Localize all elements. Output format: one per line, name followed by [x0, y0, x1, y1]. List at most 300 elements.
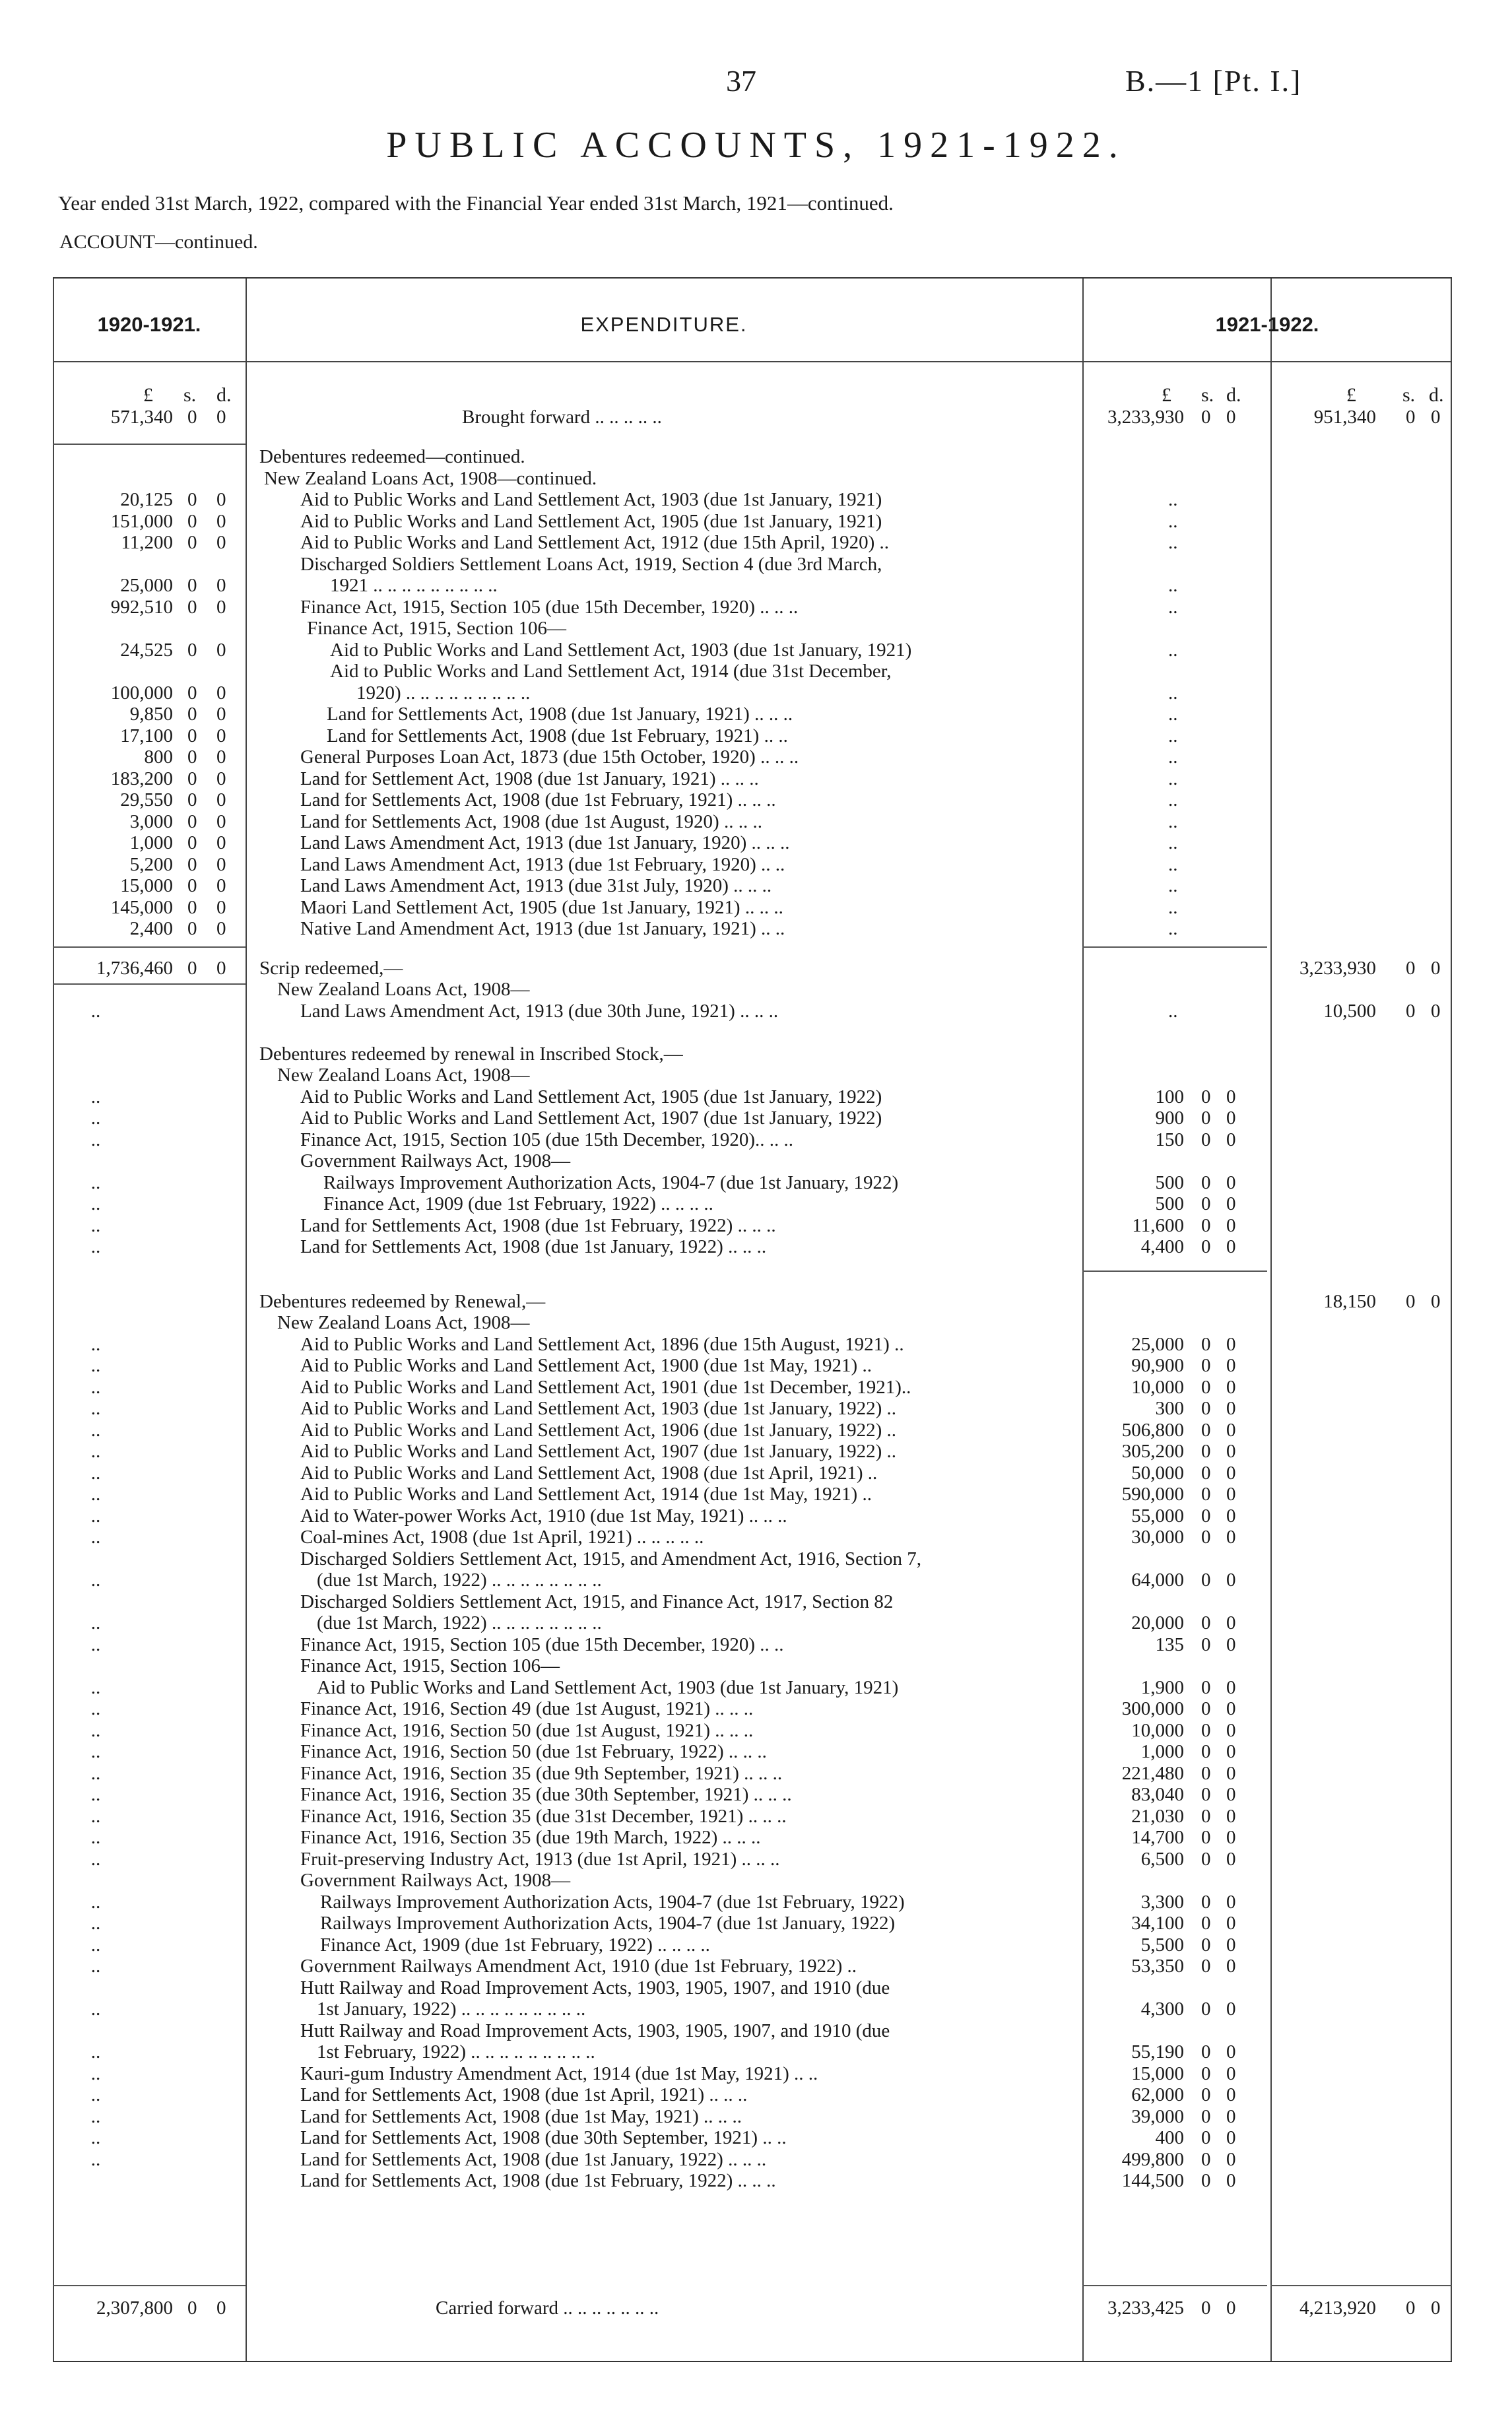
amount-1920-pence: 0 [216, 811, 226, 832]
table-row [53, 2297, 1452, 2319]
item-description: Scrip redeemed,— [259, 958, 403, 979]
amount-detail-pence: 0 [1226, 1956, 1236, 1977]
amount-detail-shillings: 0 [1201, 1236, 1211, 1257]
item-description: 1921 .. .. .. .. .. .. .. .. .. [330, 575, 498, 596]
amount-detail-shillings: 0 [1201, 1484, 1211, 1505]
leader-dots-1920: .. [90, 1001, 101, 1022]
item-description: Aid to Public Works and Land Settlement Act, 1901 (due 1st December, 1921).. [300, 1377, 911, 1398]
table-row [53, 574, 1452, 597]
amount-detail-pence: 0 [1226, 1334, 1236, 1355]
table-row [53, 1934, 1452, 1956]
amount-detail-pounds: 3,233,425 [1107, 2297, 1184, 2319]
item-description: Aid to Public Works and Land Settlement Act, 1914 (due 1st May, 1921) .. [300, 1484, 872, 1505]
table-row [53, 1440, 1452, 1463]
item-description: Land for Settlements Act, 1908 (due 1st January, 1921) .. .. .. [327, 704, 793, 725]
amount-1921-pounds: 3,233,930 [1299, 958, 1376, 979]
amount-detail-pence: 0 [1226, 2127, 1236, 2148]
amount-detail-shillings: 0 [1201, 2041, 1211, 2062]
leader-dots-detail: .. [1168, 597, 1178, 618]
item-description: Aid to Public Works and Land Settlement Act, 1905 (due 1st January, 1922) [300, 1086, 882, 1107]
leader-dots-1920: .. [90, 1505, 101, 1527]
table-row [53, 1397, 1452, 1420]
amount-detail-shillings: 0 [1201, 1827, 1211, 1848]
item-description: Finance Act, 1916, Section 35 (due 30th September, 1921) .. .. .. [300, 1784, 792, 1805]
rule-mid-2 [1082, 1270, 1267, 1272]
leader-dots-detail: .. [1168, 1001, 1178, 1022]
leader-dots-detail: .. [1168, 854, 1178, 875]
leader-dots-1920: .. [90, 2041, 101, 2062]
amount-detail-shillings: 0 [1201, 1441, 1211, 1462]
table-row [53, 1236, 1452, 1258]
table-row [53, 896, 1452, 919]
ledger-table [53, 277, 1452, 2362]
amount-detail-pounds: 15,000 [1131, 2063, 1184, 2084]
amount-1920-pounds: 20,125 [120, 489, 173, 510]
leader-dots-detail: .. [1168, 832, 1178, 853]
amount-detail-pounds: 11,600 [1132, 1215, 1184, 1236]
leader-dots-1920: .. [90, 2106, 101, 2127]
amount-1920-pounds: 9,850 [129, 704, 173, 725]
amount-detail-pounds: 83,040 [1131, 1784, 1184, 1805]
table-row [53, 1719, 1452, 1742]
leader-dots-detail: .. [1168, 489, 1178, 510]
unit-shillings-mid: s. [1201, 384, 1214, 406]
amount-1920-shillings: 0 [187, 532, 197, 553]
amount-1921-shillings: 0 [1406, 958, 1416, 979]
amount-detail-pounds: 4,400 [1140, 1236, 1184, 1257]
page-subtitle: Year ended 31st March, 1922, compared with the Financial Year ended 31st March, 1921—continued. [58, 191, 894, 214]
item-description: Maori Land Settlement Act, 1905 (due 1st January, 1921) .. .. .. [300, 897, 783, 918]
table-row [53, 467, 1452, 490]
amount-1920-pounds: 15,000 [120, 875, 173, 896]
table-row [53, 2020, 1452, 2042]
table-row [53, 853, 1452, 876]
leader-dots-1920: .. [90, 2149, 101, 2170]
amount-detail-pence: 0 [1226, 2297, 1236, 2319]
amount-1920-pounds: 1,736,460 [96, 958, 173, 979]
rule-right-1 [1270, 2285, 1452, 2286]
leader-dots-1920: .. [90, 1193, 101, 1214]
amount-detail-shillings: 0 [1201, 1913, 1211, 1934]
amount-detail-pounds: 135 [1155, 1634, 1184, 1655]
table-row [53, 553, 1452, 576]
item-description: Land for Settlements Act, 1908 (due 1st February, 1922) .. .. .. [300, 2170, 776, 2191]
amount-detail-pence: 0 [1226, 1172, 1236, 1193]
item-description: 1st January, 1922) .. .. .. .. .. .. .. .. .. [317, 1998, 586, 2020]
amount-1920-pounds: 145,000 [110, 897, 173, 918]
amount-detail-pounds: 150 [1155, 1129, 1184, 1150]
amount-detail-pence: 0 [1226, 1484, 1236, 1505]
item-description: Land for Settlements Act, 1908 (due 1st January, 1922) .. .. .. [300, 1236, 767, 1257]
amount-detail-pounds: 300 [1155, 1398, 1184, 1419]
amount-detail-pence: 0 [1226, 1784, 1236, 1805]
item-description: Aid to Public Works and Land Settlement Act, 1907 (due 1st January, 1922) [300, 1107, 882, 1129]
leader-dots-detail: .. [1168, 897, 1178, 918]
amount-detail-shillings: 0 [1201, 1784, 1211, 1805]
leader-dots-1920: .. [90, 1172, 101, 1193]
amount-1920-pounds: 992,510 [110, 597, 173, 618]
amount-detail-pounds: 55,190 [1131, 2041, 1184, 2062]
table-row [53, 1086, 1452, 1108]
amount-detail-pounds: 500 [1155, 1172, 1184, 1193]
table-row [53, 1569, 1452, 1591]
table-row [53, 2148, 1452, 2171]
amount-detail-shillings: 0 [1201, 1355, 1211, 1376]
page-title: PUBLIC ACCOUNTS, 1921-1922. [386, 125, 1126, 166]
item-description: Finance Act, 1915, Section 106— [307, 618, 567, 639]
table-row [53, 2084, 1452, 2106]
amount-detail-pence: 0 [1226, 1527, 1236, 1548]
amount-1920-pence: 0 [216, 875, 226, 896]
amount-detail-pounds: 90,900 [1131, 1355, 1184, 1376]
item-description: Debentures redeemed by renewal in Inscribed Stock,— [259, 1043, 683, 1065]
amount-detail-pounds: 6,500 [1140, 1849, 1184, 1870]
amount-1920-pounds: 29,550 [120, 789, 173, 810]
item-description: Finance Act, 1916, Section 35 (due 31st December, 1921) .. .. .. [300, 1806, 787, 1827]
leader-dots-1920: .. [90, 1215, 101, 1236]
item-description: Government Railways Act, 1908— [300, 1870, 571, 1891]
table-row [53, 1676, 1452, 1699]
amount-1921-pence: 0 [1431, 407, 1441, 428]
table-row [53, 1783, 1452, 1806]
amount-detail-shillings: 0 [1201, 1215, 1211, 1236]
amount-detail-pounds: 400 [1155, 2127, 1184, 2148]
amount-detail-pounds: 10,000 [1131, 1377, 1184, 1398]
amount-1921-shillings: 0 [1406, 407, 1416, 428]
leader-dots-1920: .. [90, 1463, 101, 1484]
table-row [53, 406, 1452, 428]
item-description: New Zealand Loans Act, 1908— [277, 979, 530, 1000]
amount-1920-pounds: 2,400 [129, 918, 173, 939]
amount-detail-pence: 0 [1226, 1569, 1236, 1591]
amount-detail-pence: 0 [1226, 1236, 1236, 1257]
amount-detail-pence: 0 [1226, 1698, 1236, 1719]
amount-detail-pence: 0 [1226, 2170, 1236, 2191]
table-row [53, 531, 1452, 554]
amount-1920-pence: 0 [216, 897, 226, 918]
table-row [53, 1762, 1452, 1785]
item-description: Land Laws Amendment Act, 1913 (due 1st January, 1920) .. .. .. [300, 832, 790, 853]
amount-detail-shillings: 0 [1201, 1763, 1211, 1784]
table-row [53, 1526, 1452, 1548]
item-description: Aid to Public Works and Land Settlement Act, 1896 (due 15th August, 1921) .. [300, 1334, 904, 1355]
amount-1920-shillings: 0 [187, 811, 197, 832]
leader-dots-1920: .. [90, 2063, 101, 2084]
amount-detail-shillings: 0 [1201, 1463, 1211, 1484]
amount-detail-shillings: 0 [1201, 1420, 1211, 1441]
leader-dots-1920: .. [90, 1441, 101, 1462]
table-row [53, 1462, 1452, 1484]
table-row [53, 1129, 1452, 1151]
leader-dots-1920: .. [90, 1569, 101, 1591]
item-description: Land for Settlements Act, 1908 (due 30th September, 1921) .. .. [300, 2127, 787, 2148]
table-row [53, 1634, 1452, 1656]
table-row [53, 832, 1452, 854]
amount-detail-shillings: 0 [1201, 2084, 1211, 2105]
amount-detail-shillings: 0 [1201, 2063, 1211, 2084]
amount-1920-pence: 0 [216, 918, 226, 939]
amount-1920-shillings: 0 [187, 407, 197, 428]
table-row [53, 660, 1452, 682]
leader-dots-1920: .. [90, 1806, 101, 1827]
amount-detail-shillings: 0 [1201, 1377, 1211, 1398]
item-description: Finance Act, 1915, Section 105 (due 15th December, 1920).. .. .. [300, 1129, 794, 1150]
table-row [53, 957, 1452, 979]
amount-detail-pence: 0 [1226, 1612, 1236, 1634]
table-row [53, 768, 1452, 790]
table-row [53, 596, 1452, 618]
amount-detail-shillings: 0 [1201, 1806, 1211, 1827]
amount-1920-pence: 0 [216, 789, 226, 810]
leader-dots-detail: .. [1168, 640, 1178, 661]
amount-detail-pounds: 3,233,930 [1107, 407, 1184, 428]
amount-detail-shillings: 0 [1201, 1934, 1211, 1956]
leader-dots-1920: .. [90, 1956, 101, 1977]
item-description: Aid to Public Works and Land Settlement Act, 1900 (due 1st May, 1921) .. [300, 1355, 872, 1376]
amount-detail-shillings: 0 [1201, 1398, 1211, 1419]
item-description: Aid to Public Works and Land Settlement Act, 1903 (due 1st January, 1921) [317, 1677, 899, 1698]
amount-detail-pence: 0 [1226, 1720, 1236, 1741]
leader-dots-detail: .. [1168, 725, 1178, 746]
leader-dots-detail: .. [1168, 875, 1178, 896]
amount-1920-pence: 0 [216, 575, 226, 596]
item-description: Aid to Water-power Works Act, 1910 (due 1st May, 1921) .. .. .. [300, 1505, 787, 1527]
amount-detail-pounds: 30,000 [1131, 1527, 1184, 1548]
amount-detail-pounds: 34,100 [1131, 1913, 1184, 1934]
table-row [53, 2169, 1452, 2192]
item-description: Finance Act, 1916, Section 35 (due 19th March, 1922) .. .. .. [300, 1827, 761, 1848]
amount-1920-pounds: 17,100 [120, 725, 173, 746]
amount-1920-pounds: 25,000 [120, 575, 173, 596]
table-row [53, 1107, 1452, 1129]
item-description: Land for Settlements Act, 1908 (due 1st February, 1921) .. .. .. [300, 789, 776, 810]
item-description: New Zealand Loans Act, 1908—continued. [264, 468, 597, 489]
amount-1920-pence: 0 [216, 725, 226, 746]
leader-dots-1920: .. [90, 1086, 101, 1107]
page-number: 37 [726, 64, 756, 98]
leader-dots-1920: .. [90, 1913, 101, 1934]
amount-detail-pence: 0 [1226, 1355, 1236, 1376]
amount-detail-shillings: 0 [1201, 1892, 1211, 1913]
amount-1921-pence: 0 [1431, 958, 1441, 979]
amount-1920-pence: 0 [216, 489, 226, 510]
item-description: Debentures redeemed—continued. [259, 446, 525, 467]
amount-1920-shillings: 0 [187, 725, 197, 746]
item-description: Carried forward .. .. .. .. .. .. .. [436, 2297, 659, 2319]
amount-1920-shillings: 0 [187, 958, 197, 979]
table-row [53, 725, 1452, 747]
item-description: Land for Settlement Act, 1908 (due 1st January, 1921) .. .. .. [300, 768, 759, 789]
leader-dots-1920: .. [90, 1484, 101, 1505]
item-description: Land for Settlements Act, 1908 (due 1st May, 1921) .. .. .. [300, 2106, 742, 2127]
table-row [53, 2041, 1452, 2063]
column-header-1921: 1921-1922. [1215, 313, 1319, 336]
table-row [53, 488, 1452, 511]
table-row [53, 1805, 1452, 1828]
amount-detail-shillings: 0 [1201, 1193, 1211, 1214]
amount-1920-pence: 0 [216, 532, 226, 553]
section-reference: B.—1 [Pt. I.] [1125, 64, 1302, 98]
table-row [53, 1419, 1452, 1441]
item-description: Government Railways Act, 1908— [300, 1150, 571, 1172]
table-row [53, 978, 1452, 1001]
amount-1920-pounds: 183,200 [110, 768, 173, 789]
leader-dots-1920: .. [90, 1129, 101, 1150]
item-description: Aid to Public Works and Land Settlement Act, 1903 (due 1st January, 1921) [330, 640, 912, 661]
table-row [53, 446, 1452, 468]
table-row [53, 2062, 1452, 2085]
amount-detail-pence: 0 [1226, 1806, 1236, 1827]
amount-detail-pence: 0 [1226, 1107, 1236, 1129]
table-row [53, 810, 1452, 833]
item-description: Land for Settlements Act, 1908 (due 1st April, 1921) .. .. .. [300, 2084, 748, 2105]
amount-detail-pence: 0 [1226, 1129, 1236, 1150]
amount-detail-pence: 0 [1226, 1377, 1236, 1398]
rule-left-2 [53, 946, 246, 948]
amount-1921-pounds: 18,150 [1323, 1291, 1376, 1312]
item-description: General Purposes Loan Act, 1873 (due 15th October, 1920) .. .. .. [300, 746, 799, 768]
leader-dots-1920: .. [90, 1998, 101, 2020]
amount-detail-pence: 0 [1226, 1215, 1236, 1236]
amount-1921-pence: 0 [1431, 2297, 1441, 2319]
amount-detail-pence: 0 [1226, 1741, 1236, 1762]
amount-1920-pounds: 3,000 [129, 811, 173, 832]
leader-dots-1920: .. [90, 1355, 101, 1376]
amount-1920-shillings: 0 [187, 768, 197, 789]
item-description: Railways Improvement Authorization Acts, 1904-7 (due 1st February, 1922) [320, 1892, 905, 1913]
table-row [53, 1311, 1452, 1334]
amount-detail-pounds: 221,480 [1121, 1763, 1184, 1784]
amount-detail-pence: 0 [1226, 2149, 1236, 2170]
amount-detail-pounds: 10,000 [1131, 1720, 1184, 1741]
table-row [53, 874, 1452, 897]
table-row [53, 682, 1452, 704]
amount-detail-pounds: 144,500 [1121, 2170, 1184, 2191]
amount-1920-pence: 0 [216, 854, 226, 875]
leader-dots-1920: .. [90, 1334, 101, 1355]
amount-detail-pounds: 506,800 [1121, 1420, 1184, 1441]
amount-1920-pence: 0 [216, 407, 226, 428]
item-description: Finance Act, 1915, Section 105 (due 15th December, 1920) .. .. [300, 1634, 784, 1655]
unit-pound-right: £ [1346, 384, 1356, 406]
amount-detail-shillings: 0 [1201, 2127, 1211, 2148]
amount-1921-pence: 0 [1431, 1001, 1441, 1022]
table-row [53, 1483, 1452, 1505]
amount-detail-shillings: 0 [1201, 1527, 1211, 1548]
amount-detail-shillings: 0 [1201, 407, 1211, 428]
leader-dots-detail: .. [1168, 682, 1178, 704]
amount-detail-pounds: 499,800 [1121, 2149, 1184, 2170]
item-description: Kauri-gum Industry Amendment Act, 1914 (due 1st May, 1921) .. .. [300, 2063, 818, 2084]
table-row [53, 1376, 1452, 1399]
amount-detail-pounds: 590,000 [1121, 1484, 1184, 1505]
leader-dots-1920: .. [90, 1677, 101, 1698]
amount-detail-pounds: 900 [1155, 1107, 1184, 1129]
item-description: Land for Settlements Act, 1908 (due 1st August, 1920) .. .. .. [300, 811, 762, 832]
leader-dots-1920: .. [90, 1107, 101, 1129]
amount-detail-shillings: 0 [1201, 2170, 1211, 2191]
item-description: Finance Act, 1916, Section 50 (due 1st August, 1921) .. .. .. [300, 1720, 754, 1741]
item-description: New Zealand Loans Act, 1908— [277, 1065, 530, 1086]
amount-detail-shillings: 0 [1201, 1334, 1211, 1355]
amount-detail-pence: 0 [1226, 1086, 1236, 1107]
item-description: Aid to Public Works and Land Settlement Act, 1905 (due 1st January, 1921) [300, 511, 882, 532]
unit-pound-left: £ [143, 384, 153, 406]
amount-detail-shillings: 0 [1201, 1956, 1211, 1977]
table-row [53, 1505, 1452, 1527]
amount-detail-shillings: 0 [1201, 1129, 1211, 1150]
rule-mid-1 [1082, 946, 1267, 948]
amount-detail-shillings: 0 [1201, 1172, 1211, 1193]
amount-1920-shillings: 0 [187, 575, 197, 596]
amount-detail-shillings: 0 [1201, 1086, 1211, 1107]
item-description: Fruit-preserving Industry Act, 1913 (due 1st April, 1921) .. .. .. [300, 1849, 780, 1870]
table-row [53, 1354, 1452, 1377]
amount-1920-shillings: 0 [187, 597, 197, 618]
item-description: Discharged Soldiers Settlement Act, 1915, and Amendment Act, 1916, Section 7, [300, 1548, 922, 1569]
item-description: Hutt Railway and Road Improvement Acts, 1903, 1905, 1907, and 1910 (due [300, 2020, 890, 2041]
item-description: Debentures redeemed by Renewal,— [259, 1291, 546, 1312]
item-description: Finance Act, 1909 (due 1st February, 1922) .. .. .. .. [320, 1934, 710, 1956]
leader-dots-1920: .. [90, 1377, 101, 1398]
table-row [53, 1043, 1452, 1065]
amount-1920-pounds: 11,200 [121, 532, 173, 553]
amount-1920-pence: 0 [216, 746, 226, 768]
amount-detail-shillings: 0 [1201, 1107, 1211, 1129]
item-description: Land for Settlements Act, 1908 (due 1st January, 1922) .. .. .. [300, 2149, 767, 2170]
amount-detail-pence: 0 [1226, 1463, 1236, 1484]
table-row [53, 1912, 1452, 1934]
amount-1920-shillings: 0 [187, 854, 197, 875]
item-description: Aid to Public Works and Land Settlement Act, 1906 (due 1st January, 1922) .. [300, 1420, 896, 1441]
amount-detail-pounds: 1,900 [1140, 1677, 1184, 1698]
amount-detail-shillings: 0 [1201, 2106, 1211, 2127]
amount-1920-pence: 0 [216, 768, 226, 789]
leader-dots-1920: .. [90, 2084, 101, 2105]
amount-1920-shillings: 0 [187, 511, 197, 532]
amount-detail-pence: 0 [1226, 1934, 1236, 1956]
item-description: 1920) .. .. .. .. .. .. .. .. .. [356, 682, 531, 704]
amount-detail-pence: 0 [1226, 1892, 1236, 1913]
amount-detail-pence: 0 [1226, 1827, 1236, 1848]
leader-dots-1920: .. [90, 1420, 101, 1441]
amount-1920-shillings: 0 [187, 897, 197, 918]
table-row [53, 1000, 1452, 1022]
rule-left-1 [53, 444, 246, 445]
amount-detail-pence: 0 [1226, 1849, 1236, 1870]
item-description: Finance Act, 1916, Section 49 (due 1st August, 1921) .. .. .. [300, 1698, 754, 1719]
amount-1920-pence: 0 [216, 958, 226, 979]
leader-dots-detail: .. [1168, 768, 1178, 789]
item-description: Finance Act, 1915, Section 105 (due 15th December, 1920) .. .. .. [300, 597, 799, 618]
leader-dots-detail: .. [1168, 532, 1178, 553]
item-description: Government Railways Amendment Act, 1910 (due 1st February, 1922) .. [300, 1956, 857, 1977]
rule-left-4 [53, 2285, 246, 2286]
amount-detail-shillings: 0 [1201, 1698, 1211, 1719]
header-rule [53, 361, 1452, 362]
amount-detail-pence: 0 [1226, 1193, 1236, 1214]
table-row [53, 746, 1452, 768]
amount-detail-pounds: 25,000 [1131, 1334, 1184, 1355]
amount-detail-shillings: 0 [1201, 1677, 1211, 1698]
leader-dots-1920: .. [90, 1763, 101, 1784]
table-row [53, 639, 1452, 661]
amount-detail-pounds: 4,300 [1140, 1998, 1184, 2020]
amount-detail-pence: 0 [1226, 1634, 1236, 1655]
item-description: Brought forward .. .. .. .. .. [462, 407, 662, 428]
table-row [53, 1591, 1452, 1613]
amount-detail-pence: 0 [1226, 1505, 1236, 1527]
